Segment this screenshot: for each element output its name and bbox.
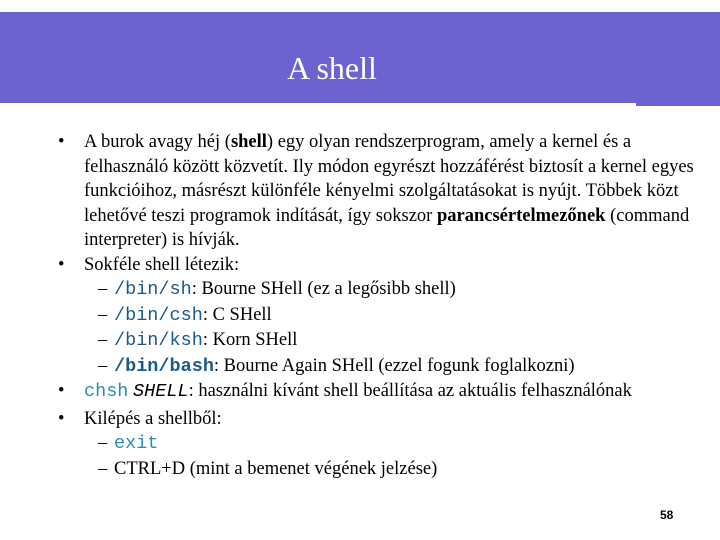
exit-command: exit — [114, 433, 159, 454]
bullet-bold-term: parancsértelmezőnek — [436, 205, 606, 226]
shell-desc: : C SHell — [202, 304, 272, 325]
bullet-exit — [58, 407, 698, 432]
bullet-text: Sokféle shell létezik: — [84, 254, 240, 275]
sub-item-exit — [58, 431, 698, 457]
title-band — [0, 12, 720, 106]
sub-item-ksh — [58, 328, 698, 354]
title-underline — [0, 103, 636, 107]
dash-marker: – — [98, 355, 108, 376]
dash-marker: – — [98, 304, 108, 325]
dash-marker: – — [98, 330, 108, 350]
dash-marker: – — [98, 458, 108, 479]
shell-path: /bin/bash — [114, 355, 214, 377]
slide-title: A shell — [287, 50, 377, 86]
bullet-text: : használni kívánt shell beállítása az aktuális felhasználónak — [188, 381, 632, 401]
bullet-marker: • — [58, 132, 65, 152]
ctrl-d-text: CTRL+D (mint a bemenet végének jelzése) — [114, 458, 438, 479]
bullet-bold-term: shell — [230, 132, 267, 152]
shell-desc: : Bourne Again SHell (ezzel fogunk foglalkozni) — [213, 355, 575, 376]
bullet-text: Kilépés a shellből: — [84, 408, 222, 429]
dash-marker: – — [98, 279, 108, 299]
sub-item-sh — [58, 277, 698, 303]
sub-item-csh — [58, 303, 698, 329]
bullet-text: ) egy olyan rendszerprogram, amely a kernel és a felhasználó között közvetít. Ily módon egyrészt hozzáférést biztosít a kernel egyes funkcióihoz, másrészt különféle kényelmi szolgáltatásokat is nyújt. Többek közt lehetővé teszi programok indítását, így sokszor — [84, 132, 694, 226]
sub-item-ctrl-d — [58, 457, 698, 482]
shell-path: /bin/ksh — [114, 330, 203, 351]
bullet-marker: • — [58, 408, 65, 429]
shell-path: /bin/csh — [114, 304, 203, 326]
command-name: chsh — [84, 381, 129, 402]
bullet-marker: • — [58, 381, 65, 401]
slide-content — [58, 130, 698, 481]
bullet-shell-types — [58, 253, 698, 278]
shell-path: /bin/sh — [114, 279, 192, 300]
bullet-text: A burok avagy héj ( — [84, 132, 231, 152]
bullet-text: (command interpreter) is hívják. — [84, 205, 690, 250]
shell-desc: : Bourne SHell (ez a legősibb shell) — [191, 279, 456, 299]
command-arg: SHELL — [133, 381, 189, 402]
bullet-chsh — [58, 379, 698, 405]
sub-item-bash — [58, 354, 698, 380]
dash-marker: – — [98, 433, 108, 453]
bullet-shell-definition — [58, 130, 698, 253]
shell-desc: : Korn SHell — [202, 330, 298, 350]
page-number: 58 — [660, 508, 674, 522]
bullet-marker: • — [58, 254, 65, 275]
